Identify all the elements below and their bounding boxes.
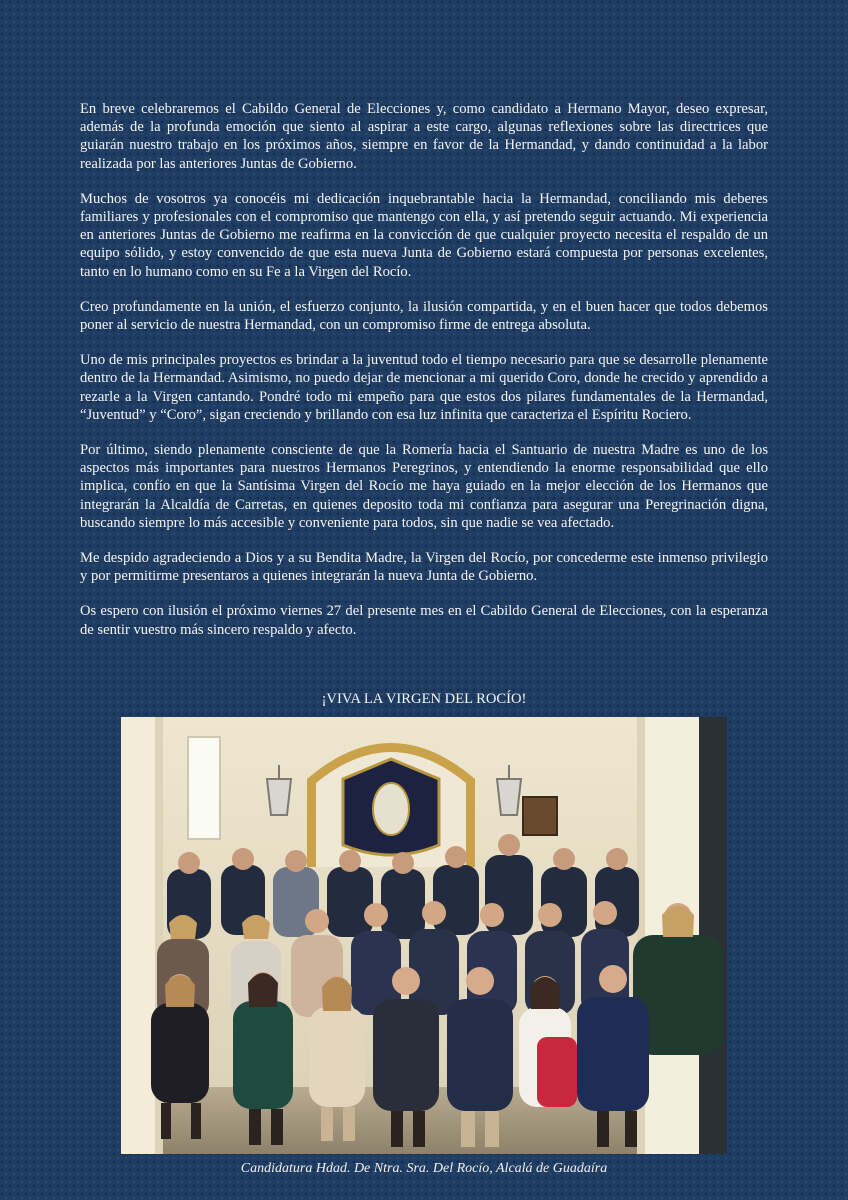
paragraph: En breve celebraremos el Cabildo General de Elecciones y, como candidato a Hermano Mayor, deseo expresar, además de la profunda emoción que siento al aspirar a este cargo, algunas reflexiones sobre las directrices que guiarán nuestro trabajo en los próximos años, siempre en favor de la Hermandad, y dando continuidad a la labor realizada por las anteriores Juntas de Gobierno. (80, 101, 768, 172)
paragraph: Por último, siendo plenamente consciente de que la Romería hacia el Santuario de nuestra Madre es uno de los aspectos más importantes para nuestros Hermanos Peregrinos, y entendiendo la enorme responsabilidad que ello implica, confío en que la Santísima Virgen del Rocío me haya guiado en la mejor elección de los Hermanos que integrarán la Alcaldía de Carretas, en quienes deposito toda mi confianza para asegurar una Peregrinación digna, buscando siempre lo más accesible y conveniente para todos, sin que nadie se vea afectado. (80, 442, 768, 531)
paragraph: Os espero con ilusión el próximo viernes 27 del presente mes en el Cabildo General de Elecciones, con la esperanza de sentir vuestro más sincero respaldo y afecto. (80, 603, 768, 638)
paragraph: Creo profundamente en la unión, el esfuerzo conjunto, la ilusión compartida, y en el buen hacer que todos debemos poner al servicio de nuestra Hermandad, con un compromiso firme de entrega absoluta. (80, 298, 768, 334)
paragraph: Me despido agradeciendo a Dios y a su Bendita Madre, la Virgen del Rocío, por concederme este inmenso privilegio y por permitirme presentaros a quienes integrarán la nueva Junta de Gobierno. (80, 550, 768, 585)
letter-body (80, 100, 768, 656)
closing-exclamation: ¡VIVA LA VIRGEN DEL ROCÍO! (321, 691, 527, 707)
group-photo (121, 717, 727, 1154)
paragraph: Muchos de vosotros ya conocéis mi dedicación inquebrantable hacia la Hermandad, conciliando mis deberes familiares y profesionales con el compromiso que mantengo con ella, y así pretendo seguir actuando. Mi experiencia en anteriores Juntas de Gobierno me reafirma en la convicción de que cualquier proyecto necesita el respaldo de un equipo sólido, y estoy convencido de que esta nueva Junta de Gobierno estará compuesta por personas excelentes, tanto en lo humano como en su Fe a la Virgen del Rocío. (80, 190, 768, 280)
group-photo-illustration (121, 717, 727, 1154)
paragraph: Uno de mis principales proyectos es brindar a la juventud todo el tiempo necesario para que se desarrolle plenamente dentro de la Hermandad. Asimismo, no puedo dejar de mencionar a mi querido Coro, donde he crecido y aprendido a rezarle a la Virgen cantando. Pondré todo mi empeño para que estos dos pilares fundamentales de la Hermandad, “Juventud” y “Coro”, sigan creciendo y brillando con esa luz infinita que caracteriza el Espíritu Rociero. (80, 352, 768, 423)
photo-caption: Candidatura Hdad. De Ntra. Sra. Del Rocío, Alcalá de Guadaíra (240, 1161, 608, 1176)
